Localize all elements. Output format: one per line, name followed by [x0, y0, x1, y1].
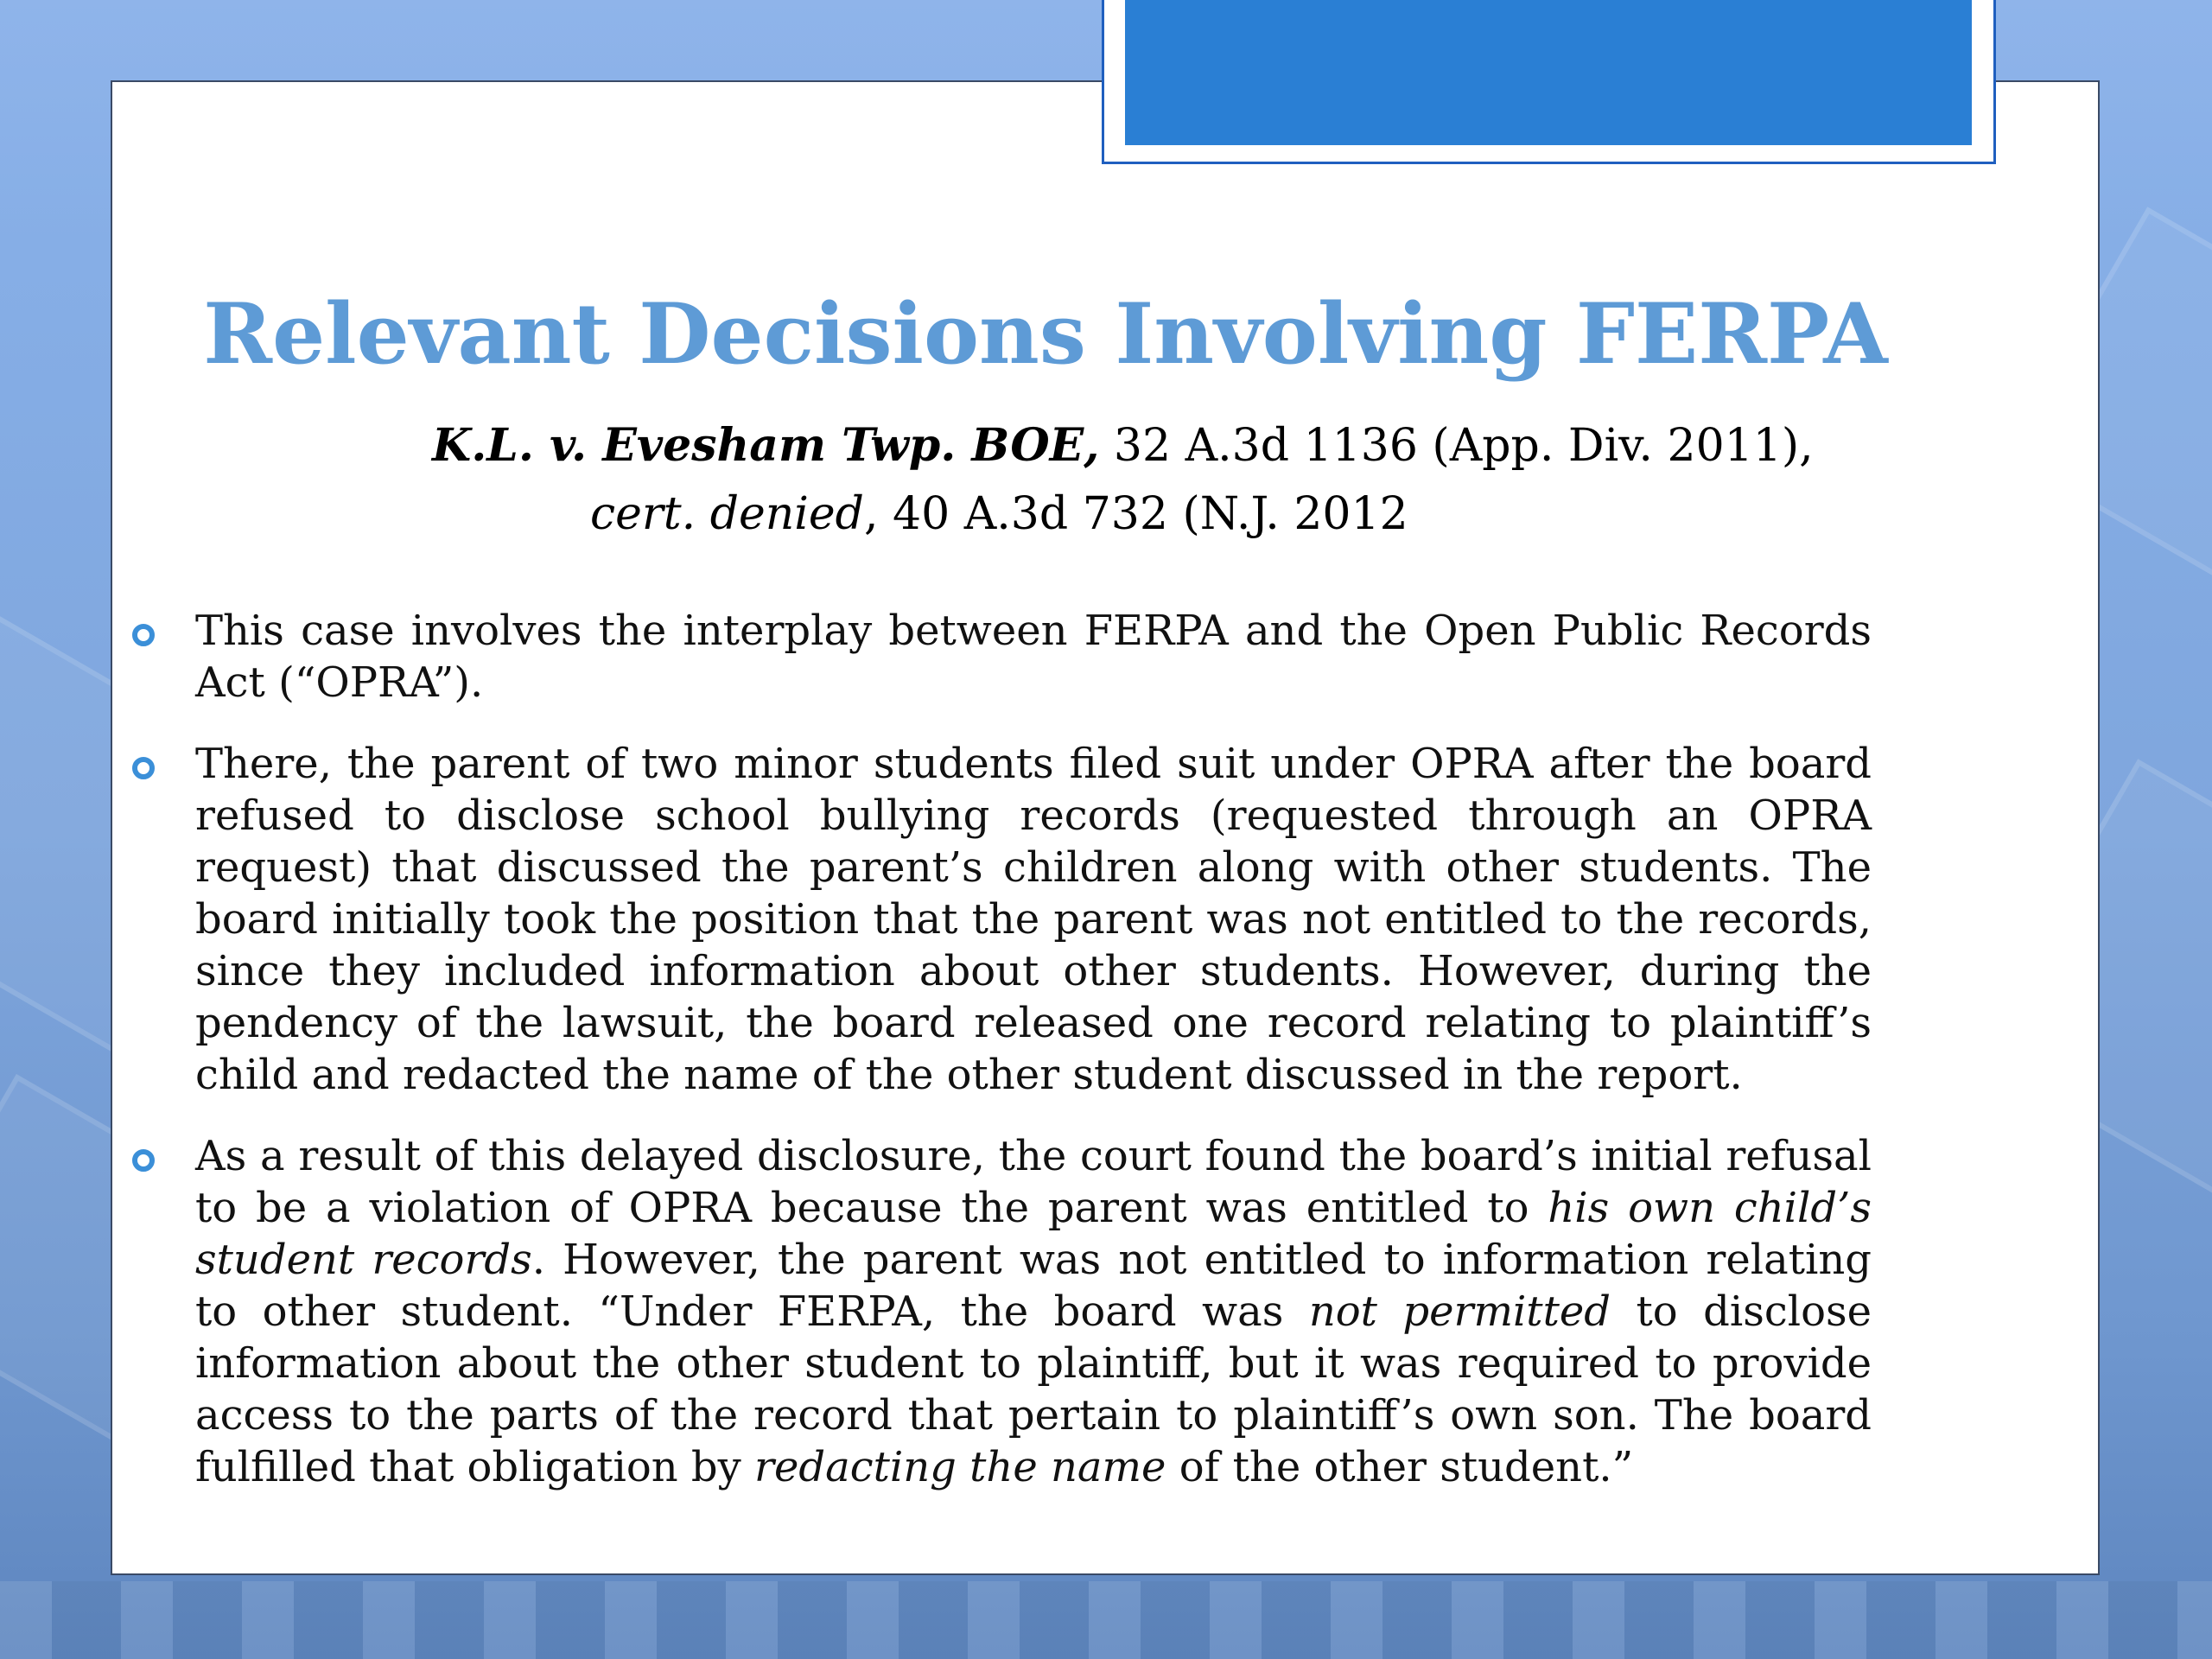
cert-cite: , 40 A.3d 732 (N.J. 2012 [863, 488, 1408, 540]
case-citation [432, 419, 1814, 472]
case-reporter: 32 A.3d 1136 (App. Div. 2011), [1099, 420, 1814, 472]
bullet-text: This case involves the interplay between FERPA and the Open Public Records Act (“OPRA”). [195, 607, 1872, 707]
cert-citation [590, 488, 1408, 540]
bullet-text-part: As a result of this delayed disclosure, the court found the board’s initial refusal to be a violation of OPRA because the parent was entitled to [195, 1132, 1872, 1232]
bullet-list [128, 605, 1872, 1522]
bullet-text-emphasis: not permitted [1308, 1287, 1611, 1336]
bullet-text-part: of the other student.” [1166, 1443, 1634, 1491]
bullet-item [128, 1130, 1872, 1493]
bullet-text-part: . However, the parent was not entitled to information relating to other student. “Under FERPA, the board was [195, 1236, 1872, 1336]
bullet-item [128, 605, 1872, 709]
circle-bullet-icon [132, 1149, 155, 1172]
title-tab-accent [1125, 0, 1972, 145]
circle-bullet-icon [132, 624, 155, 646]
circle-bullet-icon [132, 757, 155, 779]
bullet-text [195, 1132, 1872, 1491]
bullet-text-part: to disclose information about the other student to plaintiff, but it was required to provide access to the parts of the record that pertain to plaintiff’s own son. The board fulfilled that obligation by [195, 1287, 1872, 1491]
background-band [0, 1581, 2212, 1659]
bullet-item [128, 738, 1872, 1101]
bullet-text-emphasis: redacting the name [754, 1443, 1166, 1491]
slide-title: Relevant Decisions Involving FERPA [203, 285, 1888, 383]
bullet-text-emphasis: his own child’s student records [195, 1184, 1872, 1284]
case-name: K.L. v. Evesham Twp. BOE, [432, 419, 1100, 472]
cert-label: cert. denied [590, 488, 864, 540]
bullet-text: There, the parent of two minor students filed suit under OPRA after the board refused to disclose school bullying records (requested through an OPRA request) that discussed the parent’s children along with other students. The board initially took the position that the parent was not entitled to the records, since they included information about other students. However, during the pendency of the lawsuit, the board released one record relating to plaintiff’s child and redacted the name of the other student discussed in the report. [195, 740, 1872, 1099]
